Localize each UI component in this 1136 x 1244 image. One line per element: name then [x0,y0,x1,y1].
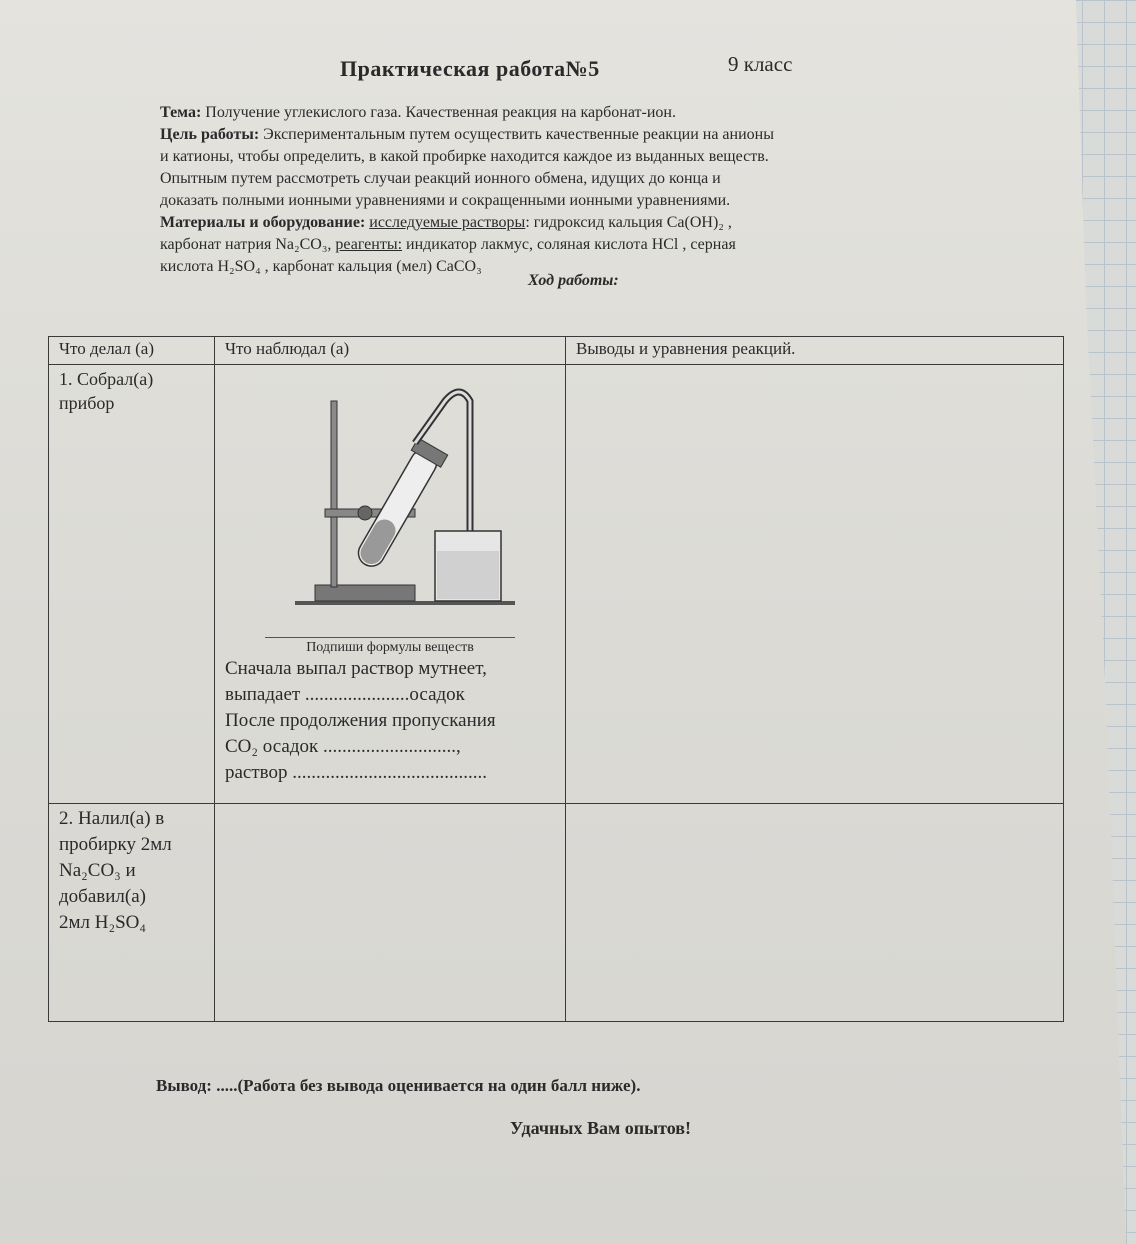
goal-label: Цель работы: [160,126,260,143]
table-row [49,364,1064,803]
obs-line-4: CO₂ осадок ............................, [225,735,461,757]
goal-line-2: и катионы, чтобы определить, в какой пробирке находится каждое из выданных веществ. [160,148,769,165]
conclusion-line: Вывод: .....(Работа без вывода оценивается на один балл ниже). [156,1076,641,1095]
materials-line2-rest: индикатор лакмус, соляная кислота HCl , серная [406,236,736,253]
step-2-line-3: Na₂CO₃ и [59,859,136,881]
materials-line-3: кислота H₂SO₄ , карбонат кальция (мел) CaCO₃ [160,258,482,275]
good-luck-text: Удачных Вам опытов! [510,1118,692,1138]
step-2-line-5: 2мл H₂SO₄ [59,911,147,933]
clamp-screw-icon [358,506,372,520]
materials-label: Материалы и оборудование: [160,214,366,231]
observation-2-cell[interactable] [215,803,566,1021]
test-tube-icon [350,438,447,573]
goal-line-3: Опытным путем рассмотреть случаи реакций ионного обмена, идущих до конца и [160,170,721,187]
materials-line-2 [160,236,736,254]
goal-line-4: доказать полными ионными уравнениями и сокращенными ионными уравнениями. [160,192,731,209]
goal-text-1: Экспериментальным путем осуществить качественные реакции на анионы [263,126,774,143]
materials-solutions-label: исследуемые растворы [369,214,526,231]
step-2-line-2: пробирку 2мл [59,833,172,855]
step-1-text: 1. Собрал(а) прибор [59,368,154,413]
diagram-caption: Подпиши формулы веществ [265,637,515,656]
apparatus-diagram [265,371,515,631]
procedure-title: Ход работы: [528,272,619,289]
worksheet-title: Практическая работа№5 [340,56,600,81]
grade-label: 9 класс [728,52,793,76]
header-what-did: Что делал (а) [49,337,215,365]
stand-rod-icon [331,401,337,587]
stand-base-icon [315,585,415,601]
topic-text: Получение углекислого газа. Качественная реакция на карбонат-ион. [205,104,676,121]
header-what-observed: Что наблюдал (а) [215,337,566,365]
materials-line1-rest: : гидроксид кальция Ca(OH)₂ , [525,214,732,231]
conclusion-2-cell[interactable] [566,803,1064,1021]
conclusion-1-cell[interactable] [566,364,1064,803]
materials-reagents-label: реагенты: [335,236,403,253]
work-table [48,336,1064,1022]
step-2-line-4: добавил(а) [59,885,146,907]
obs-line-1: Сначала выпал раствор мутнеет, [225,657,487,679]
limewater-icon [437,551,499,599]
step-2-cell [49,803,215,1021]
materials-line-1 [160,214,732,232]
observation-1-text [225,656,555,786]
obs-line-3: После продолжения пропускания [225,709,496,731]
table-header-row [49,337,1064,365]
step-1-cell [49,364,215,803]
step-2-line-1: 2. Налил(а) в [59,807,165,829]
table-row [49,803,1064,1021]
topic-label: Тема: [160,104,202,121]
goal-line-1 [160,126,774,144]
obs-line-2: выпадает ......................осадок [225,683,465,705]
observation-1-cell[interactable] [215,364,566,803]
topic-line [160,104,676,122]
header-conclusions: Выводы и уравнения реакций. [566,337,1064,365]
materials-line2-start: карбонат натрия Na₂CO₃, [160,236,332,253]
obs-line-5: раствор ......................................... [225,761,488,783]
